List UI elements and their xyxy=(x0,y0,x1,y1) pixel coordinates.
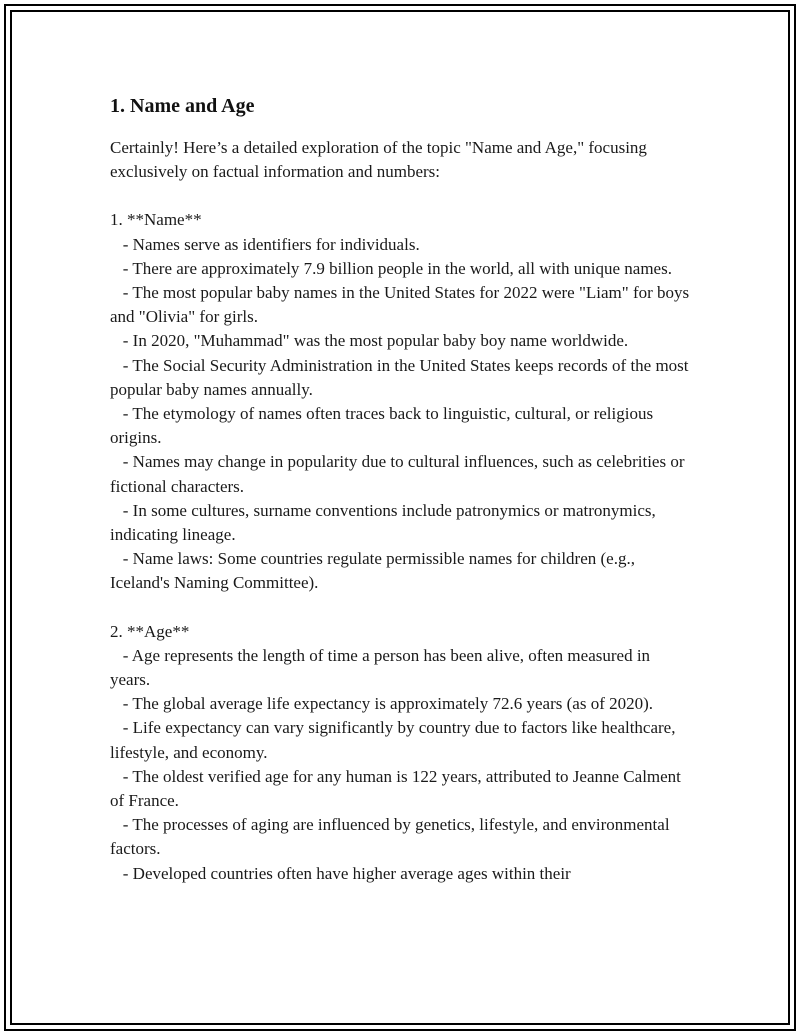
bullet-item: - In 2020, "Muhammad" was the most popular baby boy name worldwide. xyxy=(110,331,629,351)
document-heading: 1. Name and Age xyxy=(110,95,255,117)
section-name xyxy=(110,208,694,595)
bullet-item: - In some cultures, surname conventions include patronymics or matronymics, indicating lineage. xyxy=(110,500,661,545)
intro-paragraph: Certainly! Here’s a detailed exploration of the topic "Name and Age," focusing exclusively on factual information and numbers: xyxy=(110,138,652,182)
bullet-item: - Developed countries often have higher average ages within their xyxy=(110,863,571,883)
bullet-item: - The processes of aging are influenced by genetics, lifestyle, and environmental factors. xyxy=(110,815,674,859)
bullet-item: - There are approximately 7.9 billion people in the world, all with unique names. xyxy=(110,258,672,278)
bullet-item: - Life expectancy can vary significantly by country due to factors like healthcare, lifestyle, and economy. xyxy=(110,718,680,762)
bullet-item: - Names may change in popularity due to cultural influences, such as celebrities or fictional characters. xyxy=(110,452,689,496)
bullet-item: - Age represents the length of time a person has been alive, often measured in years. xyxy=(110,645,655,690)
bullet-item: - The most popular baby names in the United States for 2022 were "Liam" for boys and "Olivia" for girls. xyxy=(110,283,694,327)
document-body xyxy=(110,92,694,886)
bullet-item: - The etymology of names often traces back to linguistic, cultural, or religious origins. xyxy=(110,404,658,448)
bullet-item: - The global average life expectancy is approximately 72.6 years (as of 2020). xyxy=(110,694,654,714)
bullet-item: - The oldest verified age for any human is 122 years, attributed to Jeanne Calment of France. xyxy=(110,766,686,811)
bullet-item: - Name laws: Some countries regulate permissible names for children (e.g., Iceland's Naming Committee). xyxy=(110,549,640,593)
bullet-item: - The Social Security Administration in the United States keeps records of the most popular baby names annually. xyxy=(110,355,693,399)
section-label: 2. **Age** xyxy=(110,621,190,641)
bullet-item: - Names serve as identifiers for individuals. xyxy=(110,234,420,254)
section-spacer xyxy=(110,596,690,620)
section-label: 1. **Name** xyxy=(110,210,202,230)
section-age xyxy=(110,620,690,886)
